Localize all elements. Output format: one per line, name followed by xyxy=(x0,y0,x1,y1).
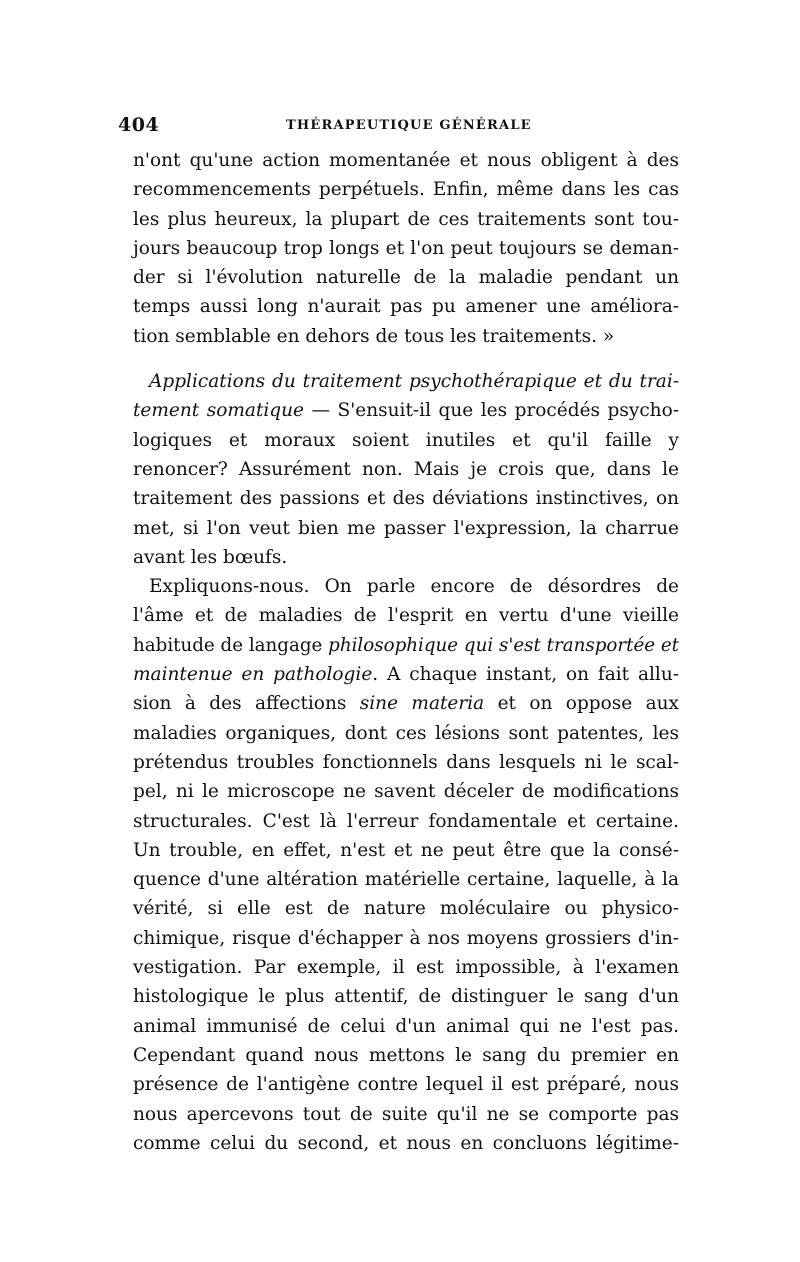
body-paragraph xyxy=(133,572,679,1158)
paragraph-continuation xyxy=(133,146,679,351)
text-line: quence d'une altération matérielle certaine, laquelle, à la xyxy=(133,869,679,891)
text-line: jours beaucoup trop longs et l'on peut toujours se deman- xyxy=(133,237,679,259)
text-line: vérité, si elle est de nature moléculaire ou physico- xyxy=(133,898,679,920)
running-title: THÉRAPEUTIQUE GÉNÉRALE xyxy=(286,118,532,133)
page-header xyxy=(118,114,678,138)
text-line: comme celui du second, et nous en concluons légitime- xyxy=(133,1132,679,1154)
text-run: sion à des affections xyxy=(133,693,360,715)
text-line: présence de l'antigène contre lequel il est préparé, nous xyxy=(133,1074,679,1096)
body-text xyxy=(133,146,679,1158)
text-line: maladies organiques, dont ces lésions sont patentes, les xyxy=(133,722,679,744)
italic-text-run: sine materia xyxy=(359,693,485,715)
text-line: Un trouble, en effet, n'est et ne peut être que la consé- xyxy=(133,839,679,861)
text-line: animal immunisé de celui d'un animal qui ne l'est pas. xyxy=(133,1015,679,1037)
text-line xyxy=(133,689,679,718)
text-run: — S'ensuit-il que les procédés psycho- xyxy=(304,400,679,422)
text-line: Cependant quand nous mettons le sang du premier en xyxy=(133,1044,679,1066)
text-line: logiques et moraux soient inutiles et qu'il faille y xyxy=(133,429,679,451)
section-heading-text: tement somatique xyxy=(133,400,304,422)
text-line: histologique le plus attentif, de distinguer le sang d'un xyxy=(133,986,679,1008)
text-line: recommencements perpétuels. Enfin, même dans les cas xyxy=(133,179,679,201)
section-heading-line xyxy=(133,367,679,396)
italic-text-run: philosophique qui s'est transportée et xyxy=(328,634,679,656)
text-line: prétendus troubles fonctionnels dans lesquels ni le scal- xyxy=(133,751,679,773)
text-line: tion semblable en dehors de tous les traitements. » xyxy=(133,325,615,347)
text-line: renoncer? Assurément non. Mais je crois que, dans le xyxy=(133,458,679,480)
text-line: traitement des passions et des déviations instinctives, on xyxy=(133,488,679,510)
text-run: et on oppose aux xyxy=(484,693,679,715)
text-line: pel, ni le microscope ne savent déceler de modifications xyxy=(133,781,679,803)
text-line xyxy=(133,631,679,660)
text-line: met, si l'on veut bien me passer l'expression, la charrue xyxy=(133,517,679,539)
text-line: l'âme et de maladies de l'esprit en vertu d'une vieille xyxy=(133,605,679,627)
paragraph-spacer xyxy=(133,351,679,367)
text-run: . A chaque instant, on fait allu- xyxy=(372,664,679,686)
text-line: temps aussi long n'aurait pas pu amener une améliora- xyxy=(133,296,679,318)
section-heading-text: Applications du traitement psychothérapique et du trai- xyxy=(149,371,679,393)
text-line: nous apercevons tout de suite qu'il ne se comporte pas xyxy=(133,1103,679,1125)
section-paragraph xyxy=(133,367,679,572)
text-line xyxy=(133,396,679,425)
text-line: der si l'évolution naturelle de la maladie pendant un xyxy=(133,267,679,289)
text-line xyxy=(133,660,679,689)
text-line: n'ont qu'une action momentanée et nous obligent à des xyxy=(133,150,679,171)
italic-text-run: maintenue en pathologie xyxy=(133,664,373,686)
page-number: 404 xyxy=(118,114,160,136)
text-line: les plus heureux, la plupart de ces traitements sont tou- xyxy=(133,208,679,230)
text-line: avant les bœufs. xyxy=(133,546,288,568)
text-line: vestigation. Par exemple, il est impossible, à l'examen xyxy=(133,957,679,979)
text-line: structurales. C'est là l'erreur fondamentale et certaine. xyxy=(133,810,679,832)
text-run: habitude de langage xyxy=(133,634,329,656)
text-line: chimique, risque d'échapper à nos moyens grossiers d'in- xyxy=(133,927,679,949)
text-line: Expliquons-nous. On parle encore de désordres de xyxy=(149,576,679,598)
